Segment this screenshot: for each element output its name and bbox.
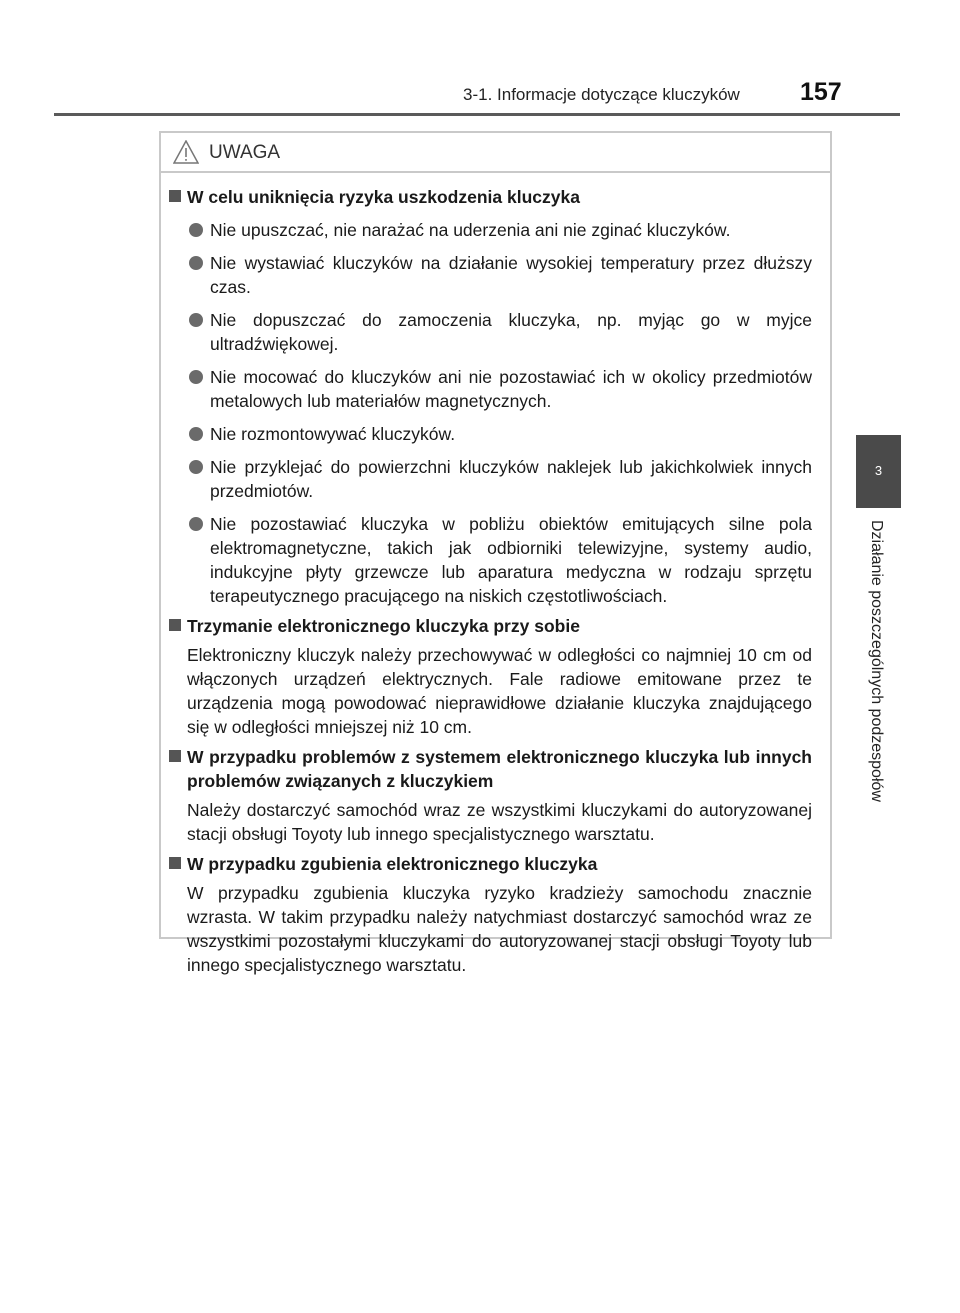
- section-paragraph: Należy dostarczyć samochód wraz ze wszystkimi kluczykami do autoryzowanej stacji obsługi Toyoty lub innego specjalistycznego warsztatu.: [187, 800, 812, 844]
- list-item: Nie wystawiać kluczyków na działanie wysokiej temperatury przez dłuższy czas.: [169, 251, 812, 299]
- list-item: Nie przyklejać do powierzchni kluczyków naklejek lub jakichkolwiek innych przedmiotów.: [169, 455, 812, 503]
- chapter-number: 3: [874, 463, 883, 478]
- list-item: Nie upuszczać, nie narażać na uderzenia ani nie zginać kluczyków.: [169, 218, 812, 242]
- square-bullet-icon: [169, 750, 181, 762]
- square-bullet-icon: [169, 857, 181, 869]
- list-item: Nie dopuszczać do zamoczenia kluczyka, np. myjąc go w myjce ultradźwiękowej.: [169, 308, 812, 356]
- warning-title: UWAGA: [209, 142, 281, 163]
- square-bullet-icon: [169, 190, 181, 202]
- list-item: Nie mocować do kluczyków ani nie pozostawiać ich w okolicy przedmiotów metalowych lub materiałów magnetycznych.: [169, 365, 812, 413]
- section-paragraph: Elektroniczny kluczyk należy przechowywać w odległości co najmniej 10 cm od włączonych urządzeń elektrycznych. Fale radiowe emitowane przez te urządzenia mogą powodować nieprawidłowe działanie kluczyka znajdującego się w odległości mniejszej niż 10 cm.: [187, 645, 812, 737]
- warning-content: [169, 179, 812, 977]
- header-divider: [54, 113, 900, 116]
- round-bullet-icon: [189, 460, 203, 474]
- section-heading: 3-1. Informacje dotyczące kluczyków: [463, 85, 740, 104]
- section-title: Trzymanie elektronicznego kluczyka przy sobie: [169, 614, 812, 638]
- round-bullet-icon: [189, 223, 203, 237]
- square-bullet-icon: [169, 619, 181, 631]
- list-item: Nie pozostawiać kluczyka w pobliżu obiektów emitujących silne pola elektromagnetyczne, takich jak odbiorniki telewizyjne, systemy audio, indukcyjne płyty grzewcze lub aparatura medyczna w rodzaju sprzętu terapeutycznego pracującego na niskich częstotliwościach.: [169, 512, 812, 608]
- round-bullet-icon: [189, 517, 203, 531]
- round-bullet-icon: [189, 256, 203, 270]
- warning-header: [161, 133, 830, 173]
- section-paragraph: W przypadku zgubienia kluczyka ryzyko kradzieży samochodu znacznie wzrasta. W takim przypadku należy natychmiast dostarczyć samochód wraz ze wszystkimi pozostałymi kluczykami do autoryzowanej stacji obsługi Toyoty lub innego specjalistycznego warsztatu.: [187, 883, 812, 975]
- chapter-title: Działanie poszczególnych podzespołów: [868, 520, 885, 802]
- list-item: Nie rozmontowywać kluczyków.: [169, 422, 812, 446]
- warning-box: [159, 131, 832, 975]
- round-bullet-icon: [189, 427, 203, 441]
- chapter-tab: [856, 435, 901, 508]
- section-title: W celu uniknięcia ryzyka uszkodzenia kluczyka: [169, 185, 812, 209]
- section-title: W przypadku problemów z systemem elektronicznego kluczyka lub innych problemów związanych z kluczykiem: [169, 745, 812, 793]
- round-bullet-icon: [189, 370, 203, 384]
- section-title: W przypadku zgubienia elektronicznego kluczyka: [169, 852, 812, 876]
- round-bullet-icon: [189, 313, 203, 327]
- warning-triangle-icon: [173, 140, 199, 164]
- page-number: 157: [800, 78, 842, 106]
